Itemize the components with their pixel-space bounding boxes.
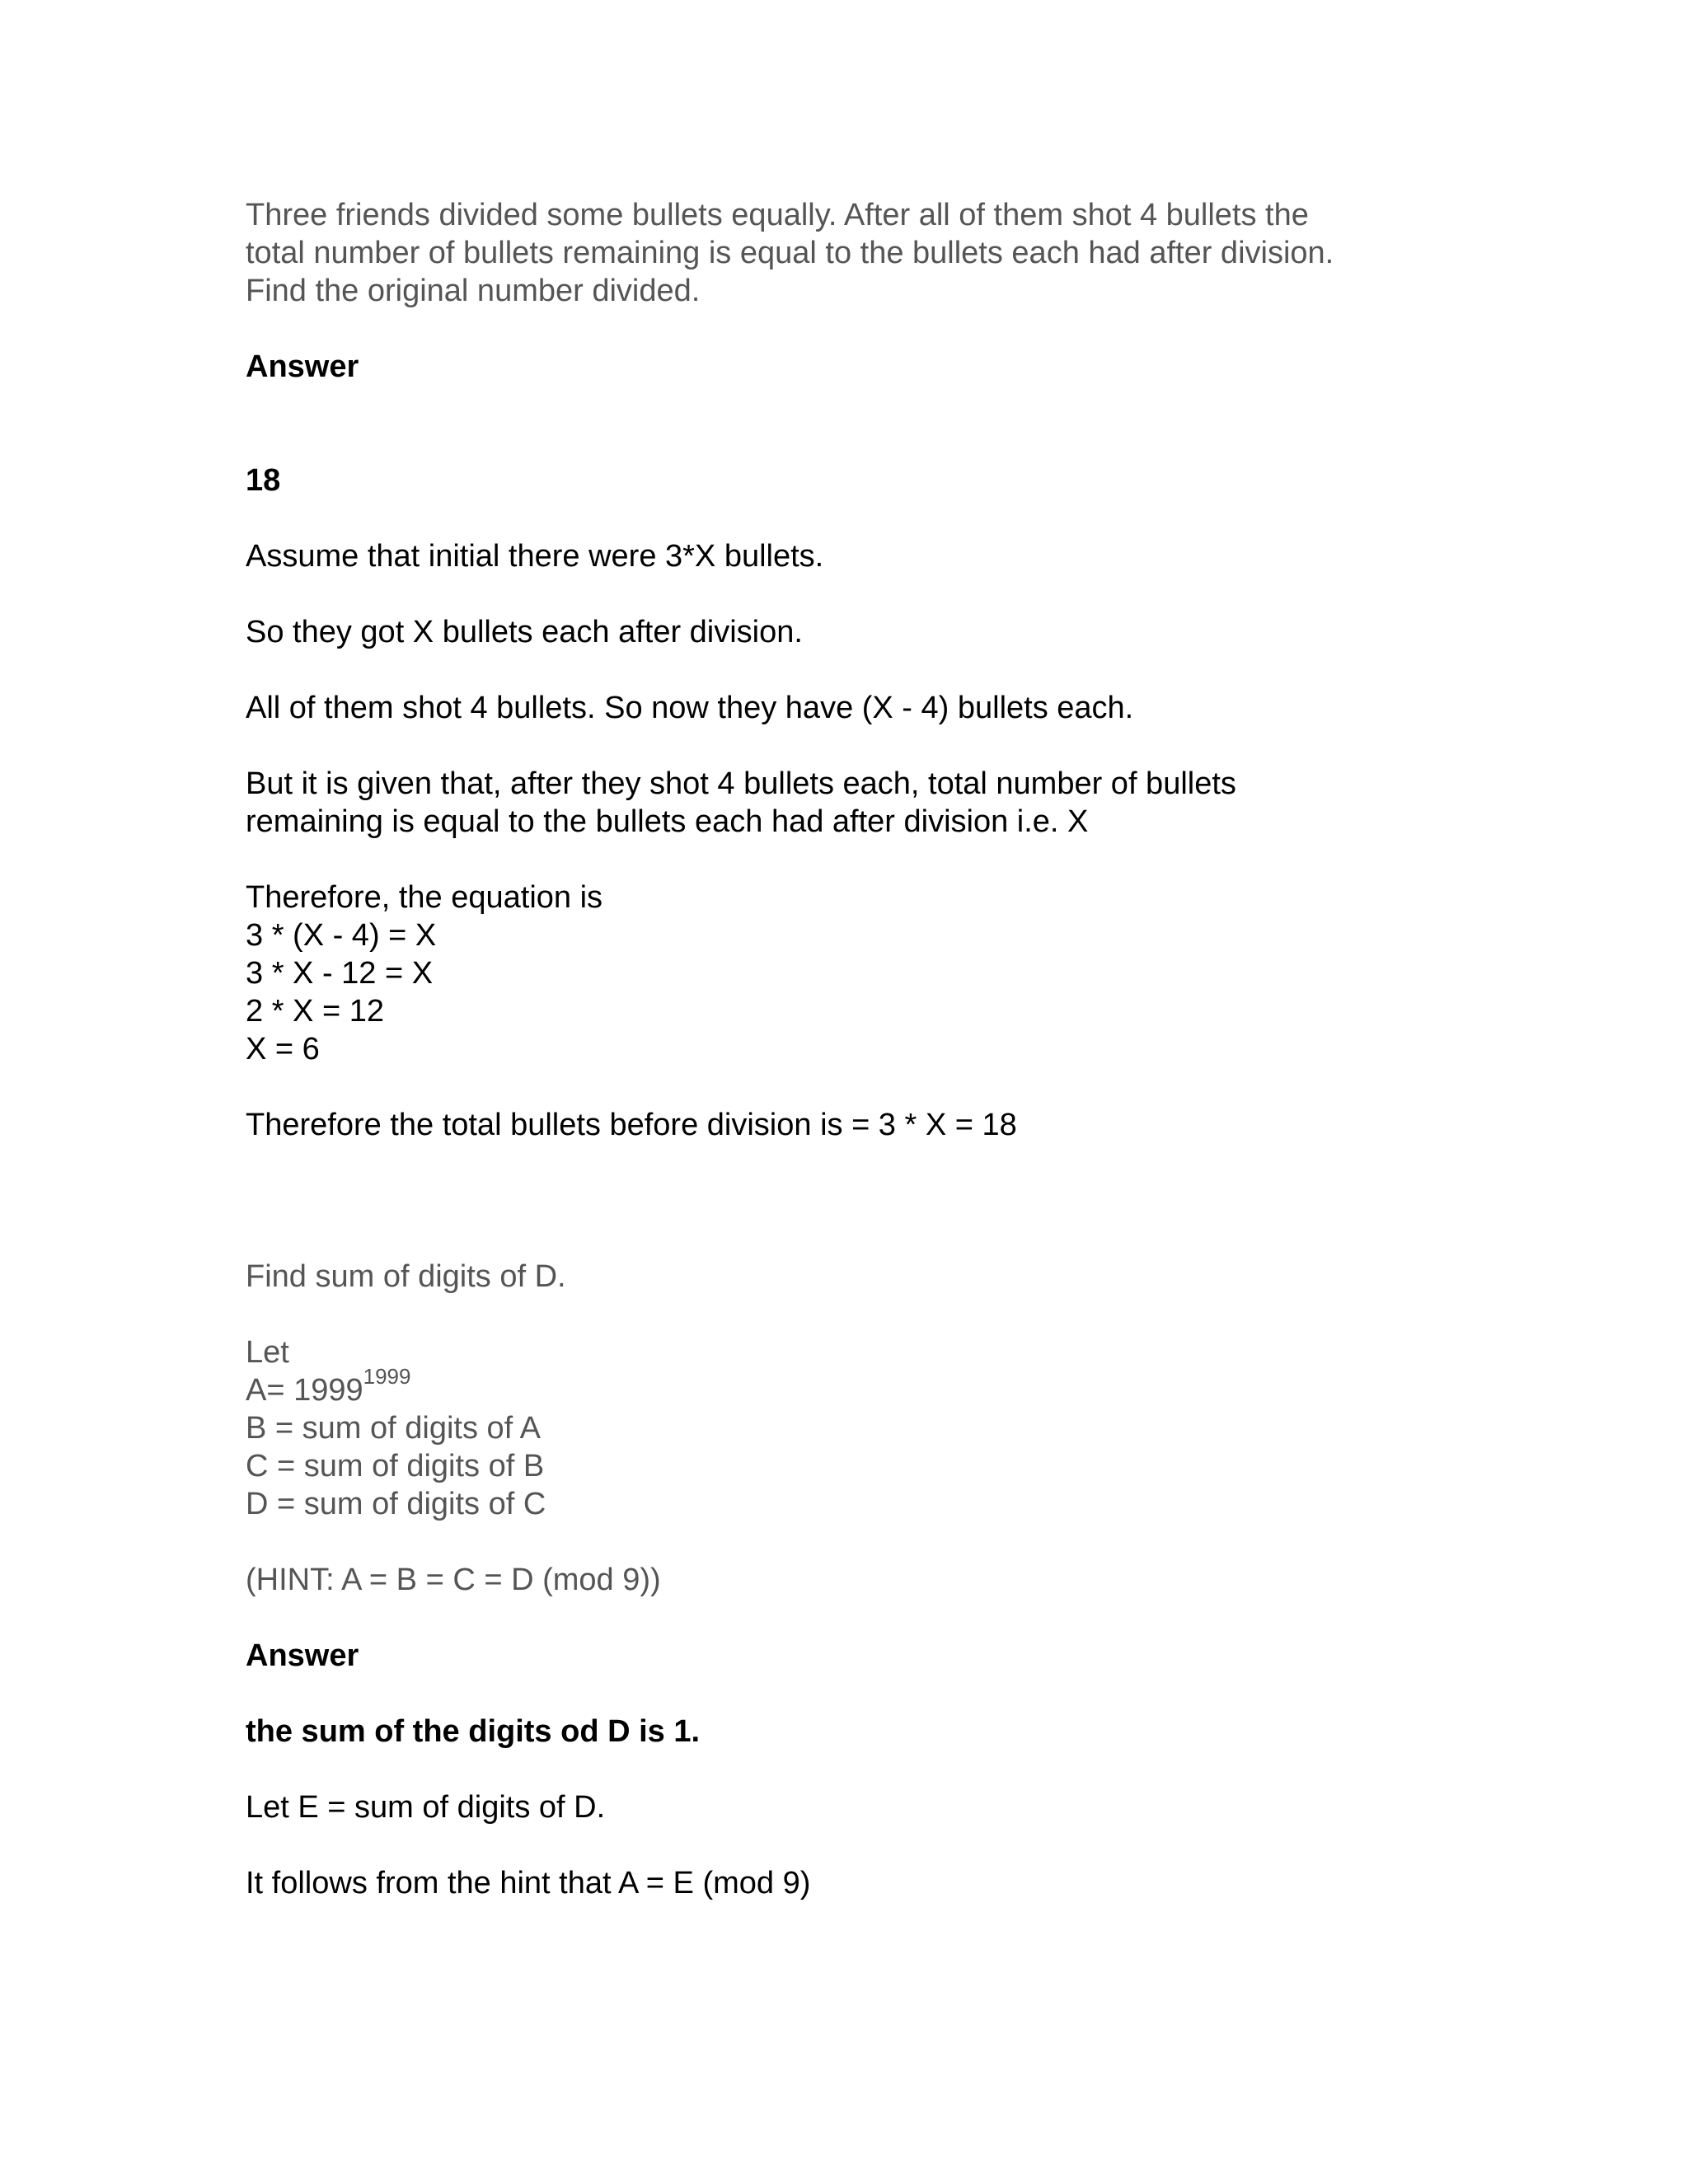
answer-value-2: the sum of the digits od D is 1. xyxy=(246,1714,701,1749)
conclusion-1: Therefore the total bullets before division is = 3 * X = 18 xyxy=(246,1108,1017,1142)
definition-a xyxy=(246,1364,1482,1409)
question-1-line: total number of bullets remaining is equal to the bullets each had after division. xyxy=(246,236,1334,270)
definitions-block xyxy=(246,1333,1482,1523)
equation-line: X = 6 xyxy=(246,1032,320,1066)
explanation-1-para: So they got X bullets each after division. xyxy=(246,615,803,649)
explanation-2-para: Let E = sum of digits of D. xyxy=(246,1790,606,1825)
equation-block xyxy=(246,879,1482,1068)
answer-value-1: 18 xyxy=(246,463,281,498)
equation-line: Therefore, the equation is xyxy=(246,880,603,915)
definition-line: B = sum of digits of A xyxy=(246,1411,542,1446)
let-label: Let xyxy=(246,1335,289,1370)
question-1-line: Three friends divided some bullets equally. After all of them shot 4 bullets the xyxy=(246,198,1309,232)
definition-a-exponent: 1999 xyxy=(363,1364,411,1389)
answer-heading-1: Answer xyxy=(246,349,359,384)
explanation-2-para: It follows from the hint that A = E (mod 9) xyxy=(246,1866,811,1900)
equation-line: 3 * X - 12 = X xyxy=(246,956,434,991)
explanation-1-para: Assume that initial there were 3*X bullets. xyxy=(246,539,824,574)
definition-a-base: A= 1999 xyxy=(246,1373,363,1408)
equation-line: 3 * (X - 4) = X xyxy=(246,918,437,953)
hint: (HINT: A = B = C = D (mod 9)) xyxy=(246,1563,661,1597)
definition-line: D = sum of digits of C xyxy=(246,1487,546,1521)
explanation-1-given xyxy=(246,765,1482,841)
explanation-1-para: All of them shot 4 bullets. So now they have (X - 4) bullets each. xyxy=(246,691,1134,725)
explanation-1-line: But it is given that, after they shot 4 bullets each, total number of bullets xyxy=(246,766,1236,801)
question-2: Find sum of digits of D. xyxy=(246,1259,566,1294)
equation-line: 2 * X = 12 xyxy=(246,994,384,1029)
document-page xyxy=(246,196,1482,1902)
explanation-1-line: remaining is equal to the bullets each had after division i.e. X xyxy=(246,804,1089,839)
answer-heading-2: Answer xyxy=(246,1638,359,1673)
question-1 xyxy=(246,196,1482,310)
question-1-line: Find the original number divided. xyxy=(246,274,701,308)
definition-line: C = sum of digits of B xyxy=(246,1449,545,1483)
